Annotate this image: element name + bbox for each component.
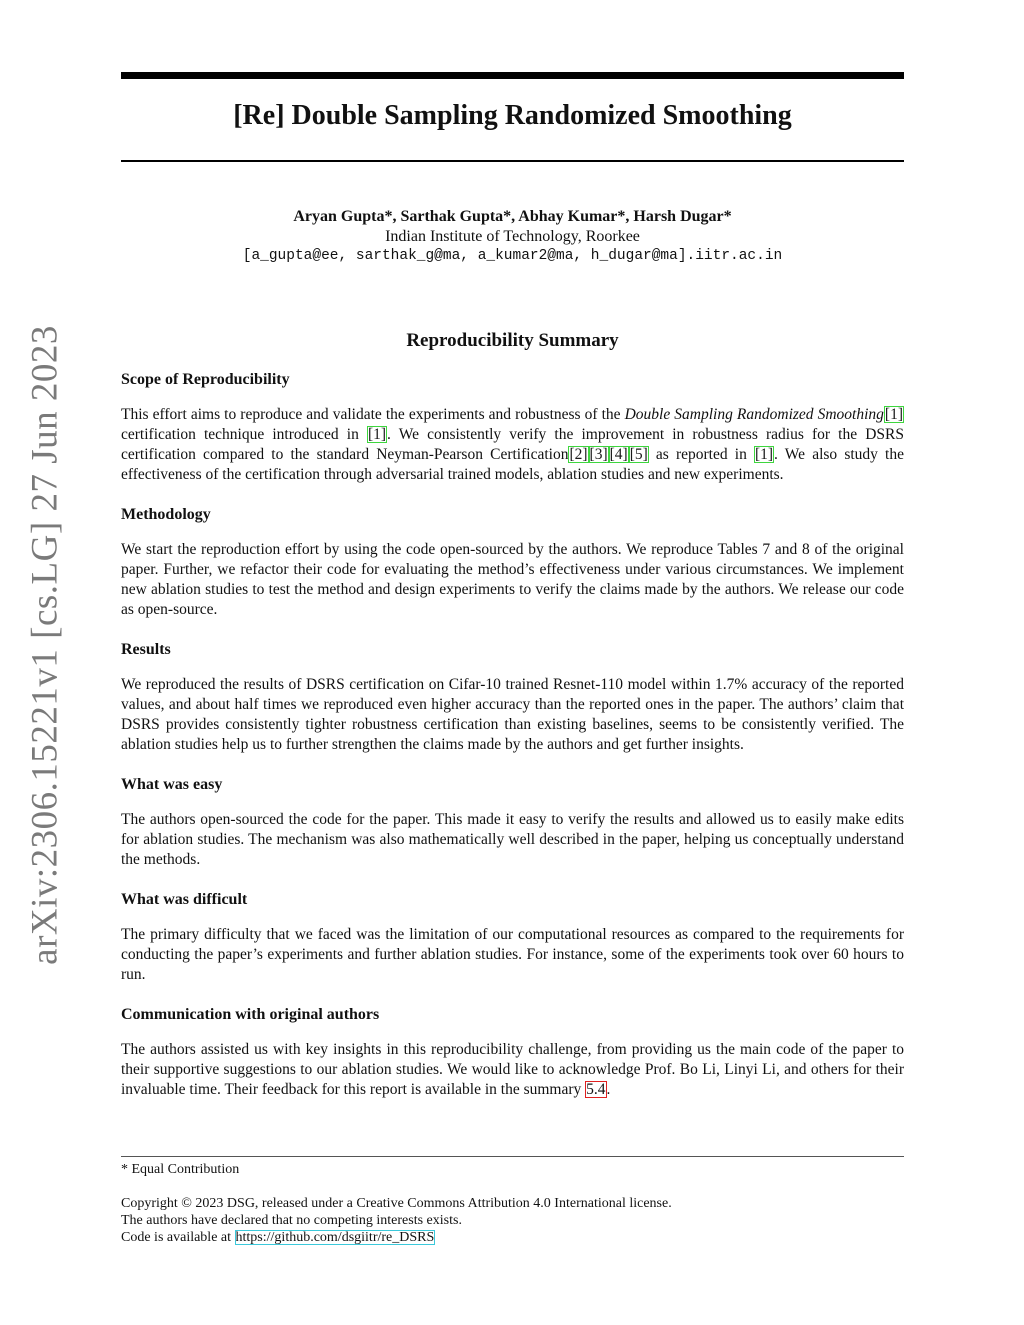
code-availability-prefix: Code is available at [121,1230,235,1245]
section-heading-easy: What was easy [121,776,223,793]
section-heading-methodology: Methodology [121,506,211,523]
author-affiliation: Indian Institute of Technology, Roorkee [385,228,640,245]
code-availability-line [121,1229,672,1246]
section-heading-difficult: What was difficult [121,891,248,908]
author-names: Aryan Gupta*, Sarthak Gupta*, Abhay Kumar*, Harsh Dugar* [293,208,732,225]
title-top-rule [121,72,904,79]
citation-link[interactable]: [1] [754,446,774,463]
citation-link[interactable]: [5] [629,446,648,463]
author-block [121,207,904,266]
scope-text-1: This effort aims to reproduce and validate the experiments and robustness of the [121,406,625,423]
section-body-results: We reproduced the results of DSRS certification on Cifar-10 trained Resnet-110 model within 1.7% accuracy of the reported values, and about half times we reproduced even higher accuracy than the reported ones in the paper. The authors’ claim that DSRS provides consistently tighter robustness certification than existing baselines, seems to be consistently verified. The ablation studies help us to further strengthen the claims made by the authors and get further insights. [121,676,904,753]
copyright-block [121,1195,672,1246]
competing-interests-line: The authors have declared that no competing interests exists. [121,1213,462,1228]
summary-heading: Reproducibility Summary [406,330,619,351]
paper-title: [Re] Double Sampling Randomized Smoothing [233,100,792,131]
github-link[interactable]: https://github.com/dsgiitr/re_DSRS [235,1230,435,1245]
arxiv-identifier-stamp: arXiv:2306.15221v1 [cs.LG] 27 Jun 2023 [24,325,66,965]
title-bottom-rule [121,160,904,162]
communication-text: The authors assisted us with key insights in this reproducibility challenge, from providing us the main code of the paper to their supportive suggestions to our ablation studies. We would like to acknowledge Prof. Bo Li, Linyi Li, and others for their invaluable time. Their feedback for this report is available in the summary [121,1041,904,1098]
citation-link[interactable]: [2] [569,446,588,463]
section-heading-communication: Communication with original authors [121,1006,380,1023]
equal-contribution-footnote: * Equal Contribution [121,1162,240,1177]
section-body-easy: The authors open-sourced the code for the paper. This made it easy to verify the results and allowed us to easily make edits for ablation studies. The mechanism was also mathematically well described in the paper, helping us conceptually understand the methods. [121,811,904,868]
citation-link[interactable]: [1] [367,426,387,443]
copyright-line: Copyright © 2023 DSG, released under a Creative Commons Attribution 4.0 International license. [121,1196,672,1211]
section-reference-link[interactable]: 5.4 [586,1081,606,1098]
author-emails: [a_gupta@ee, sarthak_g@ma, a_kumar2@ma, h_dugar@ma].iitr.ac.in [242,248,783,264]
summary-content [121,370,904,1120]
section-heading-scope: Scope of Reproducibility [121,371,290,388]
section-heading-results: Results [121,641,171,658]
scope-method-name: Double Sampling Randomized Smoothing [624,406,884,423]
scope-text-3: . We consistently verify the improvement in robustness radius for the DSRS certification compared to the standard Neyman-Pearson Certification [121,426,905,463]
scope-text-5: . We also study the effectiveness of the certification through adversarial trained models, ablation studies and new experiments. [121,446,904,483]
section-body-scope [121,405,904,485]
footnote-rule [121,1156,904,1157]
citation-link[interactable]: [1] [884,406,903,423]
citation-link[interactable]: [3] [589,446,608,463]
section-body-communication [121,1040,904,1100]
scope-text-2: certification technique introduced in [121,426,367,443]
citation-link[interactable]: [4] [609,446,628,463]
scope-text-4: as reported in [648,446,754,463]
section-body-methodology: We start the reproduction effort by using the code open-sourced by the authors. We reproduce Tables 7 and 8 of the original paper. Further, we refactor their code for evaluating the method’s effectiveness under various circumstances. We implement new ablation studies to test the method and design experiments to verify the claims made by the authors. We release our code as open-source. [121,541,904,618]
section-body-difficult: The primary difficulty that we faced was the limitation of our computational resources as compared to the requirements for conducting the paper’s experiments and further ablation studies. For instance, some of the experiments took over 60 hours to run. [121,926,904,983]
communication-text-end: . [606,1081,611,1098]
